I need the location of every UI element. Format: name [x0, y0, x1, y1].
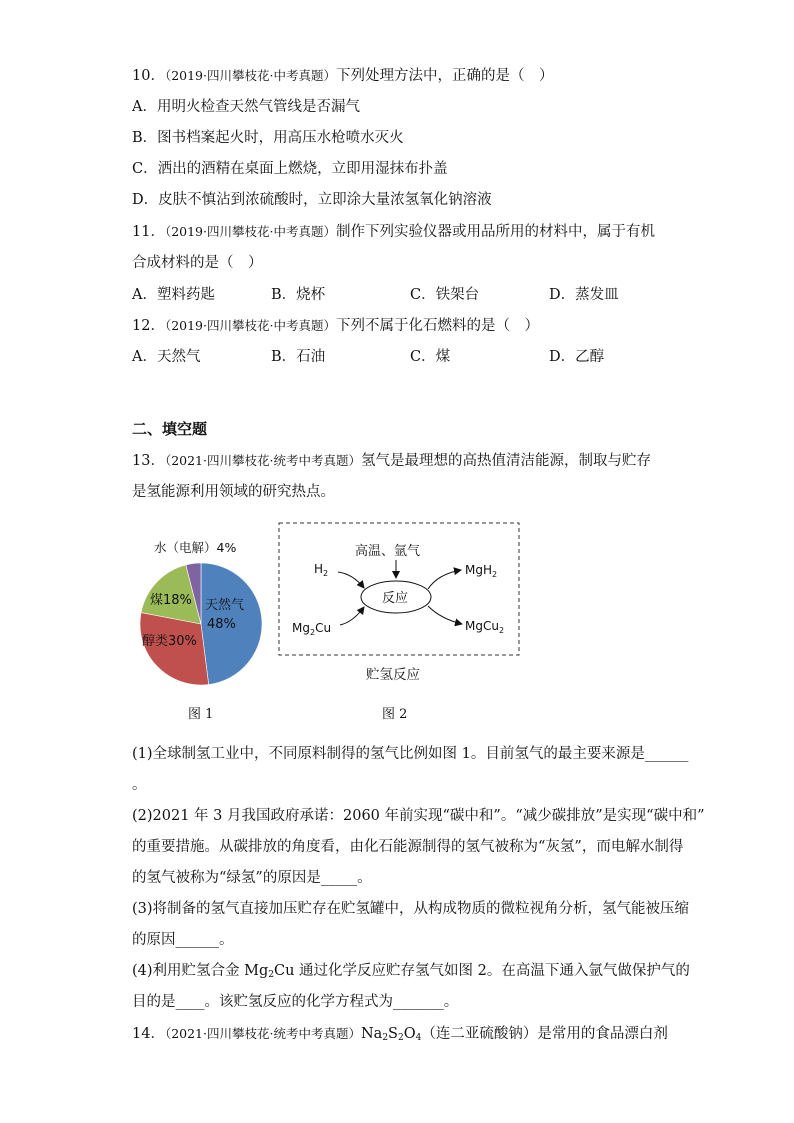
q13-sub2-line3: 的氢气被称为“绿氢”的原因是_____。: [132, 870, 372, 886]
q14-stem: 14．（2021·四川攀枝花·统考中考真题）$Na_2S_2O_4$（连二亚硫酸钠）是常用的食品漂白剂: [132, 1026, 668, 1043]
mg2cu-reactant: $Mg_2Cu$: [292, 621, 332, 637]
q11-option-a: A．塑料药匙: [132, 287, 215, 303]
pie-value-natural-gas: 48%: [207, 617, 236, 632]
answer-blank[interactable]: _____: [320, 870, 358, 886]
answer-blank[interactable]: ______: [644, 746, 689, 762]
mgh2-product: MgH$_2$: [465, 563, 498, 579]
h2-reactant: $H_2$: [314, 562, 329, 578]
q13-sub2-line1: (2)2021 年 3 月我国政府承诺：2060 年前实现“碳中和”。“减少碳排放”是实现“碳中和”: [132, 808, 705, 824]
reaction-label: 反应: [382, 591, 409, 606]
q13-stem-cont: 是氢能源利用领域的研究热点。: [132, 484, 335, 500]
q13-sub3-line1: (3)将制备的氢气直接加压贮存在贮氢罐中，从构成物质的微粒视角分析，氢气能被压缩: [132, 901, 690, 917]
pie-label-coal: 煤18%: [150, 593, 192, 608]
fig2-caption: 图 2: [382, 707, 408, 722]
q11-option-b: B．烧杯: [271, 287, 326, 303]
q13-stem: 13．（2021·四川攀枝花·统考中考真题）氢气是最理想的高热值清洁能源，制取与贮存: [132, 453, 651, 469]
q11-stem-cont: 合成材料的是（ ）: [132, 255, 263, 271]
q12-option-c: C．煤: [410, 349, 451, 365]
q12-option-d: D．乙醇: [549, 349, 605, 365]
fig2-condition: 高温、氩气: [355, 544, 421, 559]
q13-sub3-line2: 的原因______。: [132, 932, 234, 948]
q12-stem: 12．（2019·四川攀枝花·中考真题）下列不属于化石燃料的是（ ）: [132, 318, 539, 334]
q11-option-d: D．蒸发皿: [549, 287, 619, 303]
fig1-caption: 图 1: [188, 707, 214, 722]
mgh2-arrow: [428, 570, 461, 589]
q11-option-c: C．铁架台: [410, 287, 480, 303]
fig2-title: 贮氢反应: [366, 667, 420, 683]
q11-stem: 11．（2019·四川攀枝花·中考真题）制作下列实验仪器或用品所用的材料中，属于有机: [132, 224, 655, 240]
q10-stem: 10．（2019·四川攀枝花·中考真题）下列处理方法中，正确的是（ ）: [132, 68, 554, 84]
fig1-pie-chart: [130, 530, 270, 690]
pie-label-natural-gas: 天然气: [205, 598, 245, 613]
mgcu2-product: MgCu$_2$: [465, 619, 505, 635]
q12-option-a: A．天然气: [132, 349, 201, 365]
q10-option-a: A．用明火检查天然气管线是否漏气: [132, 99, 360, 115]
q13-sub1: (1)全球制氢工业中，不同原料制得的氢气比例如图 1。目前氢气的最主要来源是______: [132, 746, 689, 762]
q10-option-c: C．洒出的酒精在桌面上燃烧，立即用湿抹布扑盖: [132, 161, 448, 177]
fig2-reaction-diagram: [278, 522, 522, 658]
q10-option-b: B．图书档案起火时，用高压水枪喷水灭火: [132, 130, 404, 146]
mg2cu-arrow: [340, 607, 364, 625]
h2-arrow: [338, 572, 364, 588]
answer-blank[interactable]: ______: [175, 932, 219, 948]
q13-sub4-line1: (4)利用贮氢合金 $Mg_2Cu$ 通过化学反应贮存氢气如图 2。在高温下通入氩气做保护气的: [132, 963, 690, 980]
pie-label-alcohols: 醇类30%: [142, 634, 197, 649]
section-heading: 二、填空题: [132, 420, 208, 438]
q13-sub2-line2: 的重要措施。从碳排放的角度看，由化石能源制得的氢气被称为“灰氢”，而电解水制得: [132, 839, 684, 855]
answer-blank[interactable]: ____: [175, 994, 205, 1010]
q13-sub1-end: 。: [132, 777, 147, 793]
mgcu2-arrow: [428, 606, 462, 624]
answer-blank[interactable]: _______: [393, 994, 444, 1010]
q12-option-b: B．石油: [271, 349, 326, 365]
q10-option-d: D．皮肤不慎沾到浓硫酸时，立即涂大量浓氢氧化钠溶液: [132, 192, 492, 208]
pie-label-water: 水（电解）4%: [154, 540, 237, 555]
q13-sub4-line2: 目的是____。该贮氢反应的化学方程式为_______。: [132, 994, 459, 1010]
